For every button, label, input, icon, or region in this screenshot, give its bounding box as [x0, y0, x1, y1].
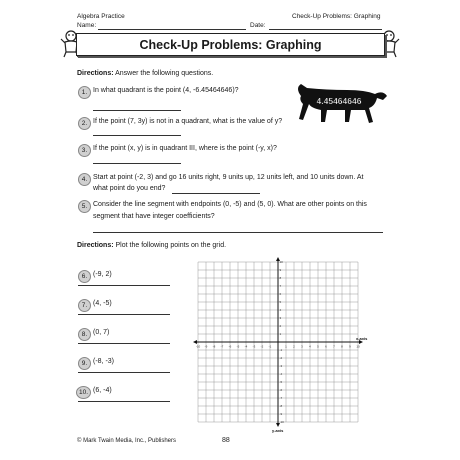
x-tick-label: -5 — [236, 344, 240, 349]
date-field[interactable] — [269, 29, 382, 30]
page-title: Check-Up Problems: Graphing — [76, 33, 385, 56]
book-title: Algebra Practice — [77, 13, 125, 20]
answer-line[interactable] — [78, 401, 170, 402]
directions-2-text: Plot the following points on the grid. — [115, 242, 227, 249]
x-tick-label: 5 — [317, 344, 319, 349]
name-field[interactable] — [98, 29, 246, 30]
answer-line[interactable] — [78, 285, 170, 286]
x-tick-label: 6 — [325, 344, 327, 349]
x-tick-label: 1 — [285, 344, 287, 349]
directions-2-label: Directions: — [77, 242, 114, 249]
y-tick-label: -6 — [279, 388, 283, 392]
y-tick-label: 5 — [279, 300, 282, 304]
y-tick-label: 9 — [279, 268, 282, 272]
question-text: Consider the line segment with endpoints (0, -5) and (5, 0). What are other points on this — [93, 201, 367, 208]
directions-2 — [77, 242, 226, 249]
answer-line[interactable] — [78, 343, 170, 344]
y-tick-label: 3 — [279, 316, 282, 320]
section-title: Check-Up Problems: Graphing — [292, 13, 381, 20]
x-tick-label: 4 — [309, 344, 311, 349]
point-coords: (4, -5) — [93, 300, 112, 307]
x-tick-label: 3 — [301, 344, 303, 349]
answer-line[interactable] — [93, 110, 181, 111]
question-number: 3. — [78, 144, 91, 157]
point-number: 6. — [78, 270, 91, 283]
point-coords: (-9, 2) — [93, 271, 112, 278]
y-tick-label: -7 — [279, 396, 283, 400]
question-text: what point do you end? — [93, 185, 166, 192]
answer-line[interactable] — [93, 163, 181, 164]
answer-line[interactable] — [93, 232, 383, 233]
x-tick-label: -3 — [252, 344, 256, 349]
x-tick-label: -1 — [268, 344, 272, 349]
point-number: 8. — [78, 328, 91, 341]
question-number: 4. — [78, 173, 91, 186]
y-tick-label: 10 — [279, 260, 283, 264]
question-number: 2. — [78, 117, 91, 130]
directions-1-label: Directions: — [77, 70, 114, 77]
x-tick-label: 9 — [349, 344, 351, 349]
answer-line[interactable] — [172, 193, 260, 194]
y-tick-label: -1 — [279, 348, 283, 352]
y-tick-label: 1 — [279, 332, 282, 336]
x-tick-label: -4 — [244, 344, 248, 349]
question-text: Start at point (-2, 3) and go 16 units right, 9 units up, 12 units left, and 10 units down. At — [93, 174, 364, 181]
answer-line[interactable] — [78, 372, 170, 373]
point-coords: (6, -4) — [93, 387, 112, 394]
x-axis-label: x-axis — [356, 336, 368, 341]
x-tick-label: -2 — [260, 344, 264, 349]
page-number: 88 — [222, 437, 230, 444]
answer-line[interactable] — [78, 314, 170, 315]
footer-publisher: © Mark Twain Media, Inc., Publishers — [77, 438, 177, 444]
y-tick-label: 7 — [279, 284, 282, 288]
y-tick-label: -9 — [279, 412, 283, 416]
y-axis-label: y-axis — [272, 428, 284, 433]
y-tick-label: 4 — [279, 308, 282, 312]
point-number: 10. — [76, 386, 91, 399]
x-tick-label: -10 — [195, 344, 201, 349]
x-tick-label: -6 — [228, 344, 232, 349]
y-tick-label: 8 — [279, 276, 282, 280]
question-text: segment that have integer coefficients? — [93, 213, 215, 220]
y-tick-label: -5 — [279, 380, 283, 384]
x-tick-label: 10 — [356, 344, 360, 349]
question-text: In what quadrant is the point (4, -6.45464646)? — [93, 87, 239, 94]
question-number: 5. — [78, 200, 91, 213]
x-tick-label: -7 — [220, 344, 224, 349]
y-tick-label: -10 — [279, 420, 284, 424]
horse-label: 4.45464646 — [316, 96, 362, 106]
x-tick-label: -9 — [204, 344, 208, 349]
question-text: If the point (x, y) is in quadrant III, where is the point (-y, x)? — [93, 145, 277, 152]
point-number: 7. — [78, 299, 91, 312]
x-tick-label: 7 — [333, 344, 335, 349]
directions-1-text: Answer the following questions. — [115, 70, 214, 77]
y-tick-label: -3 — [279, 364, 283, 368]
horse-illustration-icon — [287, 76, 392, 128]
point-number: 9. — [78, 357, 91, 370]
name-label: Name: — [77, 22, 97, 29]
question-number: 1. — [78, 86, 91, 99]
y-tick-label: 2 — [279, 324, 282, 328]
answer-line[interactable] — [93, 135, 181, 136]
y-tick-label: -8 — [279, 404, 283, 408]
coordinate-grid[interactable] — [180, 255, 380, 435]
directions-1 — [77, 70, 213, 77]
x-tick-label: 8 — [341, 344, 343, 349]
y-tick-label: -4 — [279, 372, 283, 376]
question-text: If the point (7, 3y) is not in a quadrant, what is the value of y? — [93, 118, 283, 125]
y-tick-label: -2 — [279, 356, 283, 360]
point-coords: (-8, -3) — [93, 358, 114, 365]
x-tick-label: 2 — [293, 344, 295, 349]
point-coords: (0, 7) — [93, 329, 110, 336]
x-tick-label: -8 — [212, 344, 216, 349]
date-label: Date: — [250, 22, 266, 29]
y-tick-label: 6 — [279, 292, 282, 296]
